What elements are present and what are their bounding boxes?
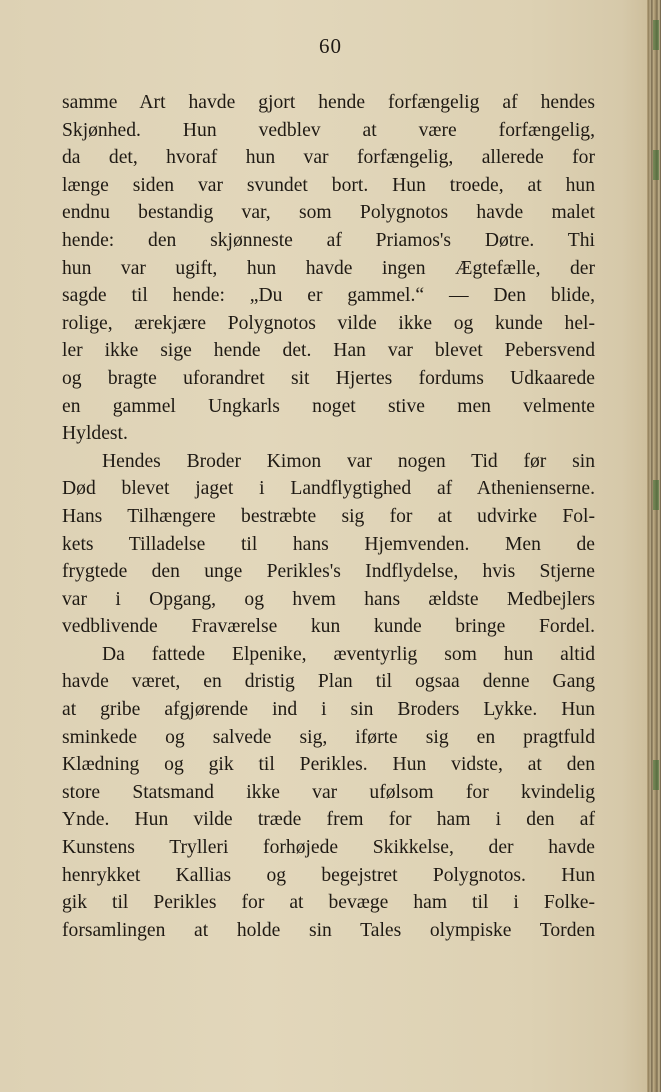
text-line: vedblivende Fraværelse kun kunde bringe Fordel. <box>62 616 595 638</box>
page-edge-mark <box>653 480 659 510</box>
text-line: samme Art havde gjort hende forfængelig af hendes <box>62 92 595 113</box>
page-edge-mark <box>653 150 659 180</box>
text-line: kets Tilladelse til hans Hjemvenden. Men de <box>62 533 595 555</box>
text-line: at gribe afgjørende ind i sin Broders Lykke. Hun <box>62 699 595 721</box>
page-edge-mark <box>653 20 659 50</box>
text-line: store Statsmand ikke var ufølsom for kvindelig <box>62 781 595 803</box>
text-line: Ynde. Hun vilde træde frem for ham i den af <box>62 809 595 831</box>
text-line: en gammel Ungkarls noget stive men velmente <box>62 395 595 417</box>
text-line: sagde til hende: „Du er gammel.“ — Den blide, <box>62 285 595 307</box>
body-text <box>62 89 595 944</box>
text-line: Klædning og gik til Perikles. Hun vidste, at den <box>62 754 595 776</box>
page-edge <box>647 0 661 1092</box>
page-number: 60 <box>319 34 342 58</box>
text-line: var i Opgang, og hvem hans ældste Medbejlers <box>62 588 595 610</box>
text-line: frygtede den unge Perikles's Indflydelse, hvis Stjerne <box>62 561 595 583</box>
text-line: Hans Tilhængere bestræbte sig for at udvirke Fol- <box>62 505 595 527</box>
text-line: Hyldest. <box>62 423 128 445</box>
text-line: henrykket Kallias og begejstret Polygnotos. Hun <box>62 864 595 886</box>
text-line: rolige, ærekjære Polygnotos vilde ikke og kunde hel- <box>62 312 595 334</box>
text-line: ler ikke sige hende det. Han var blevet Pebersvend <box>62 340 595 362</box>
text-line: længe siden var svundet bort. Hun troede, at hun <box>62 174 595 196</box>
text-line: Da fattede Elpenike, æventyrlig som hun altid <box>102 643 595 665</box>
text-line: Død blevet jaget i Landflygtighed af Athenienserne. <box>62 478 595 500</box>
page-edge-mark <box>653 760 659 790</box>
text-line: havde været, en dristig Plan til ogsaa denne Gang <box>62 671 595 693</box>
text-line: og bragte uforandret sit Hjertes fordums Udkaarede <box>62 367 595 389</box>
text-line: forsamlingen at holde sin Tales olympiske Torden <box>62 919 595 941</box>
text-line: Skjønhed. Hun vedblev at være forfængelig, <box>62 119 595 141</box>
text-line: hende: den skjønneste af Priamos's Døtre. Thi <box>62 229 595 251</box>
text-line: sminkede og salvede sig, iførte sig en pragtfuld <box>62 726 595 748</box>
text-line: Kunstens Trylleri forhøjede Skikkelse, der havde <box>62 837 595 859</box>
text-line: endnu bestandig var, som Polygnotos havde malet <box>62 202 595 224</box>
text-line: da det, hvoraf hun var forfængelig, allerede for <box>62 147 595 169</box>
text-line: gik til Perikles for at bevæge ham til i Folke- <box>62 892 595 914</box>
text-line: Hendes Broder Kimon var nogen Tid før sin <box>102 450 595 472</box>
text-line: hun var ugift, hun havde ingen Ægtefælle, der <box>62 257 595 279</box>
